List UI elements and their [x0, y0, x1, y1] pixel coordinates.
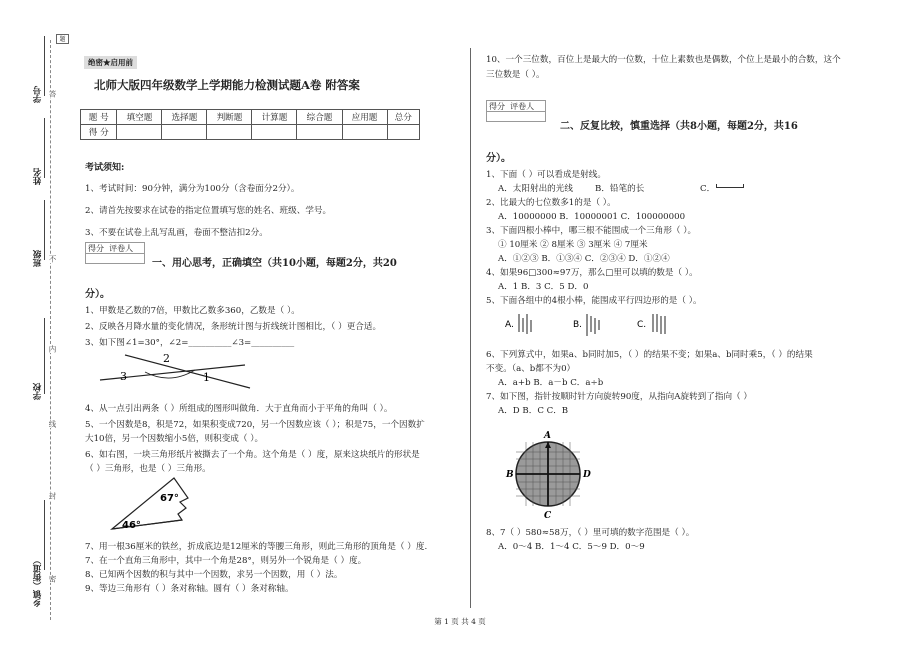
notice-item: 3、不要在试卷上乱写乱画，卷面不整洁扣2分。: [85, 228, 268, 238]
grader-score-label: 得分: [489, 102, 505, 111]
angle-figure: [95, 350, 255, 395]
s1-q1: 1、甲数是乙数的7倍，甲数比乙数多360，乙数是（ ）。: [85, 306, 300, 316]
score-table-header: 综合题: [297, 110, 342, 125]
sticks-figure: [503, 310, 703, 340]
s2-q6-opts: A．a+b B．a－b C．a÷b: [498, 378, 604, 388]
s1-q7b: 7、在一个直角三角形中，其中一个角是28°，则另外一个锐角是（ ）度。: [85, 556, 367, 566]
dial-label-d: D: [583, 470, 591, 480]
dial-figure: [502, 428, 594, 520]
s2-q4-opts: A．1 B．3 C．5 D．0: [498, 282, 589, 292]
s2-q3: 3、下面四根小棒中，哪三根不能围成一个三角形（ ）。: [486, 226, 697, 236]
dial-label-c: C: [544, 511, 552, 520]
page-footer: 第 1 页 共 4 页: [434, 617, 486, 626]
sidebar-line-school: [44, 318, 45, 394]
binding-char-xian: 线: [48, 420, 57, 428]
s1-q9: 9、等边三角形有（ ）条对称轴。圆有（ ）条对称轴。: [85, 584, 294, 594]
s1-q8: 8、已知两个因数的积与其中一个因数，求另一个因数，用（ ）法。: [85, 570, 343, 580]
binding-char-bu: 不: [48, 255, 57, 263]
score-table-row-label: 得 分: [81, 125, 117, 140]
stick-opt-c-label: C.: [637, 320, 647, 330]
torn-triangle-figure: [108, 474, 193, 534]
binding-char-nei: 内: [48, 345, 57, 353]
score-cell[interactable]: [207, 125, 252, 140]
binding-char-mi: 密: [48, 575, 57, 583]
score-table-header: 填空题: [117, 110, 162, 125]
section2-title-cont: 分）。: [486, 153, 511, 164]
s2-q5: 5、下面各组中的4根小棒，能围成平行四边形的是（ ）。: [486, 296, 702, 306]
s2-q2: 2、比最大的七位数多1的是（ ）。: [486, 198, 616, 208]
score-table-score-row: [81, 125, 420, 140]
binding-char-da: 答: [48, 90, 57, 98]
sidebar-line-student-id: [44, 36, 45, 96]
s2-q6b: 不变。（a、b都不为0）: [486, 364, 576, 374]
angle-line-b: [125, 355, 250, 388]
sidebar-label-class: 班级: [33, 250, 43, 267]
dial-label-a: A: [544, 431, 551, 441]
sidebar-corner-box: 题: [56, 34, 69, 44]
score-table-header: 应用题: [342, 110, 387, 125]
binding-char-feng: 封: [48, 492, 57, 500]
grader-box-2: [486, 100, 546, 122]
sidebar: [0, 0, 70, 650]
s2-q8: 8、7（ ）580≈58万，（ ）里可填的数字范围是（ ）。: [486, 528, 695, 538]
sidebar-label-student-id: 学号: [33, 86, 43, 103]
s1-q5b: 大10倍，另一个因数缩小5倍，则积变成（ ）。: [85, 434, 264, 444]
score-cell[interactable]: [117, 125, 162, 140]
score-table-header: 题 号: [81, 110, 117, 125]
s1-q6b: （ ）三角形，也是（ ）三角形。: [85, 464, 211, 474]
grader-name-label: 评卷人: [510, 102, 535, 111]
sidebar-line-class: [44, 200, 45, 260]
score-cell[interactable]: [342, 125, 387, 140]
notice-item: 1、考试时间：90分钟，满分为100分（含卷面分2分）。: [85, 184, 300, 194]
s1-q2: 2、反映各月降水量的变化情况，条形统计图与折线统计图相比，（ ）更合适。: [85, 322, 382, 332]
angle-label-3: 3: [120, 370, 127, 383]
angle-67-label: 67°: [160, 493, 179, 504]
section1-title-cont: 分）。: [85, 289, 110, 300]
angle-46-label: 46°: [122, 520, 141, 531]
s1-q10a: 10、一个三位数，百位上是最大的一位数，十位上素数也是偶数，个位上是最小的合数，这个: [486, 55, 841, 65]
score-cell[interactable]: [252, 125, 297, 140]
score-cell[interactable]: [162, 125, 207, 140]
angle-label-2: 2: [163, 352, 170, 365]
score-cell[interactable]: [297, 125, 342, 140]
s1-q3: 3、如下图∠1=30°，∠2=__________∠3=__________: [85, 338, 295, 348]
s2-q7: 7、如下图，指针按顺时针方向旋转90度，从指向A旋转到了指向（ ）: [486, 392, 752, 402]
sidebar-line-name: [44, 118, 45, 178]
notice-item: 2、请首先按要求在试卷的指定位置填写您的姓名、班级、学号。: [85, 206, 332, 216]
segment-icon: [716, 184, 744, 188]
s2-q1: 1、下面（ ）可以看成是射线。: [486, 170, 606, 180]
sidebar-label-name: 姓名: [33, 168, 43, 185]
sidebar-label-town: 乡镇（街道）: [33, 556, 43, 607]
secret-label: 绝密★启用前: [84, 56, 137, 69]
score-cell[interactable]: [387, 125, 419, 140]
grader-box-1: [85, 242, 145, 264]
s2-q8-opts: A．0～4 B．1～4 C．5～9 D．0～9: [498, 542, 645, 552]
grader-box-header: [487, 101, 545, 112]
grader-score-label: 得分: [88, 244, 104, 253]
s1-q10b: 三位数是（ ）。: [486, 70, 545, 80]
s2-q3-opts2: A．①②③ B．①③④ C．②③④ D．①②④: [498, 254, 670, 264]
s2-q2-opts: A．10000000 B．10000001 C．100000000: [498, 212, 686, 222]
s1-q7a: 7、用一根36厘米的铁丝，折成底边是12厘米的等腰三角形，则此三角形的顶角是（ ）度.: [85, 542, 428, 552]
angle-label-1: 1: [203, 371, 210, 384]
s1-q6a: 6、如右图，一块三角形纸片被撕去了一个角。这个角是（ ）度，原来这块纸片的形状是: [85, 450, 420, 460]
column-divider: [470, 48, 471, 608]
s2-q4: 4、如果96□300≈97万，那么□里可以填的数是（ ）。: [486, 268, 698, 278]
s2-q1-opt-c: C．: [700, 184, 716, 194]
page-title: 北师大版四年级数学上学期能力检测试题A卷 附答案: [94, 78, 360, 92]
binding-dash-line: [50, 40, 51, 620]
s2-q6a: 6、下列算式中，如果a、b同时加5，（ ）的结果不变；如果a、b同时乘5，（ ）的结果: [486, 350, 813, 360]
sidebar-line-town: [44, 500, 45, 570]
score-table-header-row: [81, 110, 420, 125]
stick-opt-b-label: B.: [573, 320, 583, 330]
score-table-header: 判断题: [207, 110, 252, 125]
section2-title: 二、反复比较，慎重选择（共8小题，每题2分，共16: [560, 121, 798, 132]
s1-q4: 4、从一点引出两条（ ）所组成的图形叫做角．大于直角而小于平角的角叫（ ）。: [85, 404, 393, 414]
sidebar-label-school: 学校: [33, 383, 43, 400]
s2-q1-opt-a: A．太阳射出的光线: [498, 184, 573, 194]
notice-title: 考试须知:: [85, 163, 125, 173]
stick-opt-a-label: A.: [505, 320, 514, 330]
score-table-header: 总分: [387, 110, 419, 125]
s1-q5a: 5、一个因数是8，积是72，如果积变成720，另一个因数应该（ ）；积是75，一个因数扩: [85, 420, 425, 430]
s2-q1-opt-b: B．铅笔的长: [595, 184, 645, 194]
score-table: [80, 109, 420, 140]
section1-title: 一、用心思考，正确填空（共10小题，每题2分，共20: [152, 258, 397, 269]
grader-name-label: 评卷人: [109, 244, 134, 253]
s2-q7-opts: A．D B．C C．B: [498, 406, 569, 416]
s2-q3-opts: ① 10厘米 ② 8厘米 ③ 3厘米 ④ 7厘米: [498, 240, 648, 250]
dial-label-b: B: [506, 470, 514, 480]
grader-box-header: [86, 243, 144, 254]
score-table-header: 选择题: [162, 110, 207, 125]
score-table-header: 计算题: [252, 110, 297, 125]
